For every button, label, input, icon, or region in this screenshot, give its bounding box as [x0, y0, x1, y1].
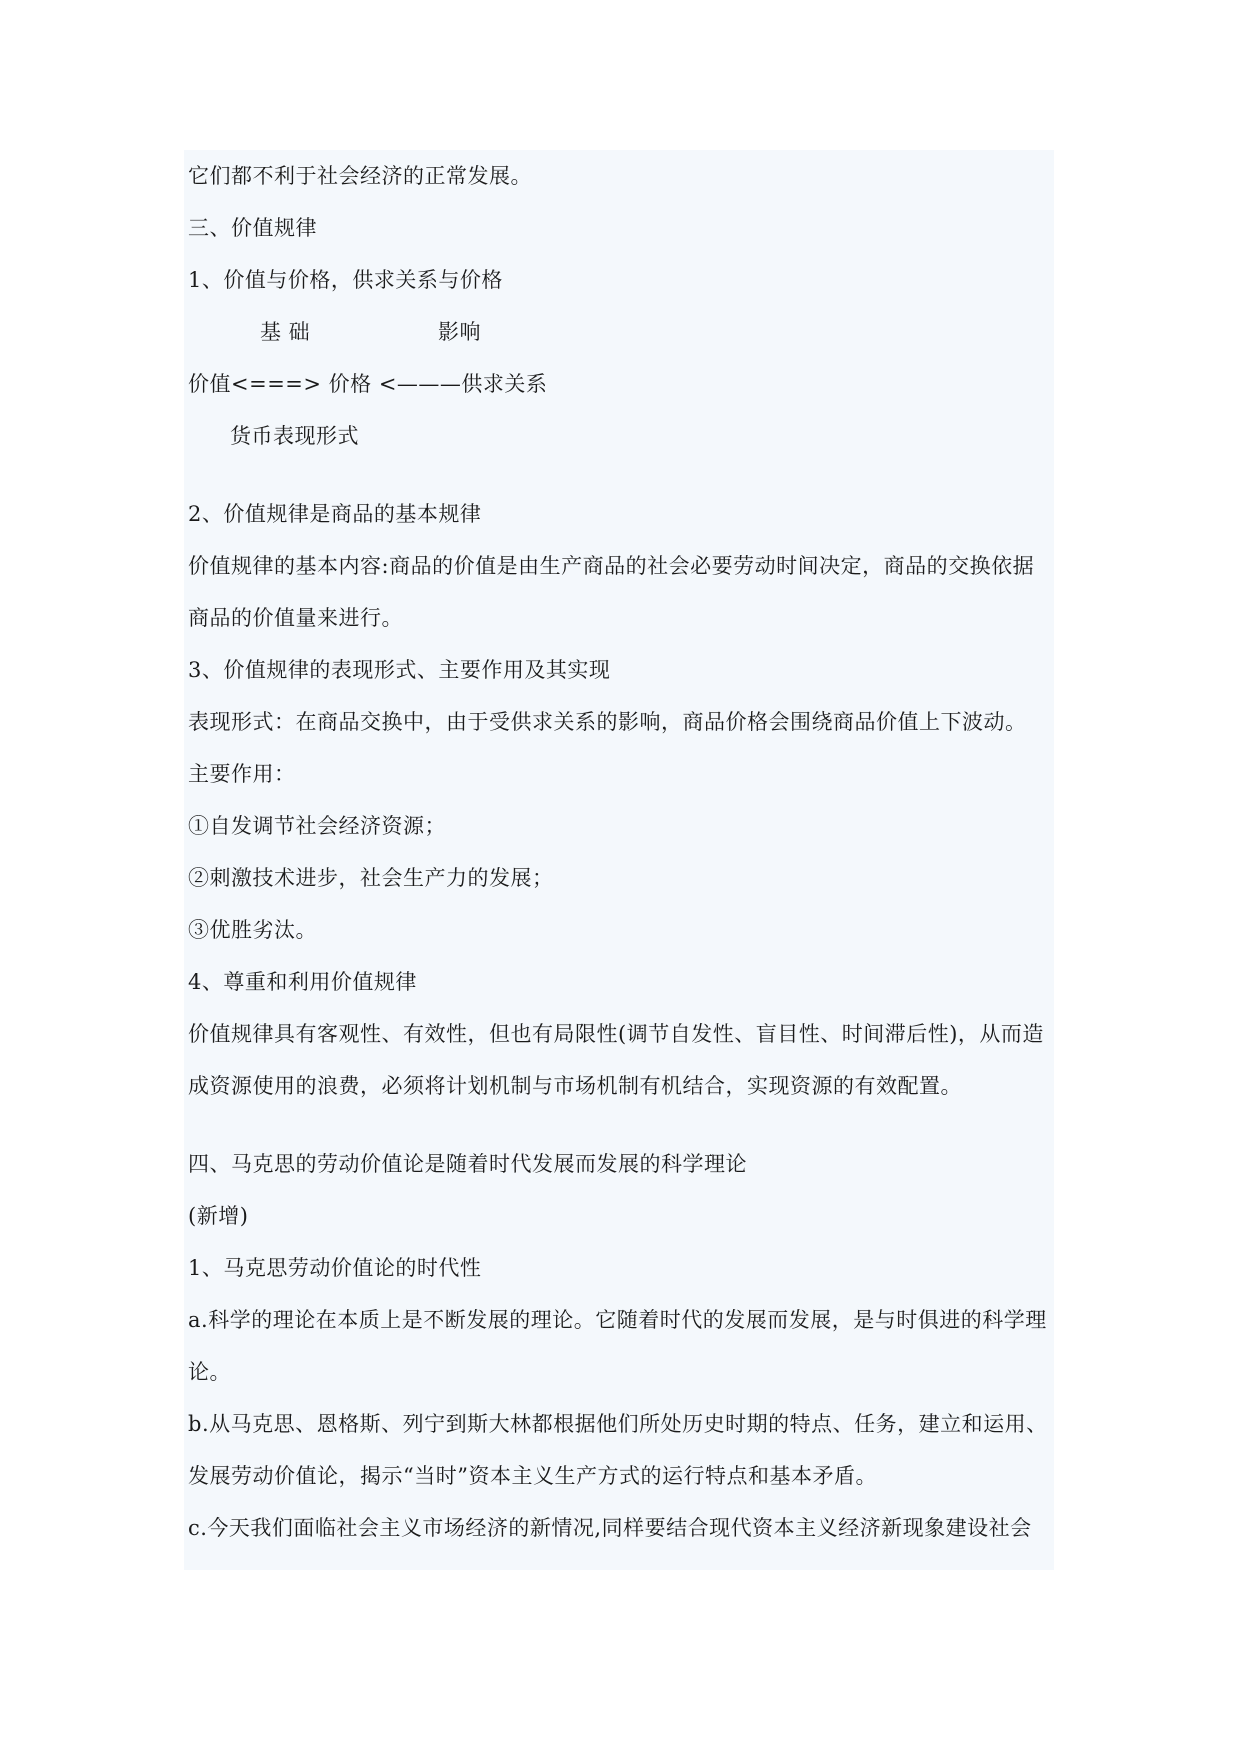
- text-block: [184, 150, 1054, 1570]
- paragraph-line: 成资源使用的浪费，必须将计划机制与市场机制有机结合，实现资源的有效配置。: [188, 1074, 962, 1098]
- paragraph-line: a.科学的理论在本质上是不断发展的理论。它随着时代的发展而发展，是与时俱进的科学理: [188, 1308, 1047, 1332]
- paragraph-line: b.从马克思、恩格斯、列宁到斯大林都根据他们所处历史时期的特点、任务，建立和运用、: [188, 1412, 1048, 1436]
- diagram-label-basis: 基 础: [260, 320, 311, 344]
- paragraph-line: 论。: [188, 1360, 231, 1384]
- subsection-heading: 4、尊重和利用价值规律: [188, 970, 417, 994]
- list-item: ①自发调节社会经济资源；: [188, 814, 446, 838]
- paragraph-line: 发展劳动价值论，揭示“当时”资本主义生产方式的运行特点和基本矛盾。: [188, 1464, 877, 1488]
- list-item: ③优胜劣汰。: [188, 918, 317, 942]
- paragraph-line: 商品的价值量来进行。: [188, 606, 403, 630]
- subsection-heading: 2、价值规律是商品的基本规律: [188, 502, 482, 526]
- paragraph-line: c.今天我们面临社会主义市场经济的新情况,同样要结合现代资本主义经济新现象建设社会: [188, 1516, 1032, 1540]
- diagram-label-currency: 货币表现形式: [230, 424, 359, 448]
- list-item: ②刺激技术进步，社会生产力的发展；: [188, 866, 554, 890]
- diagram-relation: 价值<===> 价格 <———供求关系: [188, 372, 548, 396]
- paragraph-line: 主要作用：: [188, 762, 296, 786]
- diagram-label-influence: 影响: [438, 320, 481, 344]
- subsection-heading: 1、马克思劳动价值论的时代性: [188, 1256, 482, 1280]
- section-heading: 三、价值规律: [188, 216, 317, 240]
- paragraph-line: 价值规律的基本内容:商品的价值是由生产商品的社会必要劳动时间决定，商品的交换依据: [188, 554, 1035, 578]
- paragraph-line: 表现形式：在商品交换中，由于受供求关系的影响，商品价格会围绕商品价值上下波动。: [188, 710, 1027, 734]
- paragraph-line: 价值规律具有客观性、有效性，但也有局限性(调节自发性、盲目性、时间滞后性)，从而造: [188, 1022, 1044, 1046]
- subsection-heading: 1、价值与价格，供求关系与价格: [188, 268, 503, 292]
- paragraph-line: (新增): [188, 1204, 249, 1228]
- paragraph-line: 它们都不利于社会经济的正常发展。: [188, 164, 532, 188]
- subsection-heading: 3、价值规律的表现形式、主要作用及其实现: [188, 658, 611, 682]
- section-heading: 四、马克思的劳动价值论是随着时代发展而发展的科学理论: [188, 1152, 747, 1176]
